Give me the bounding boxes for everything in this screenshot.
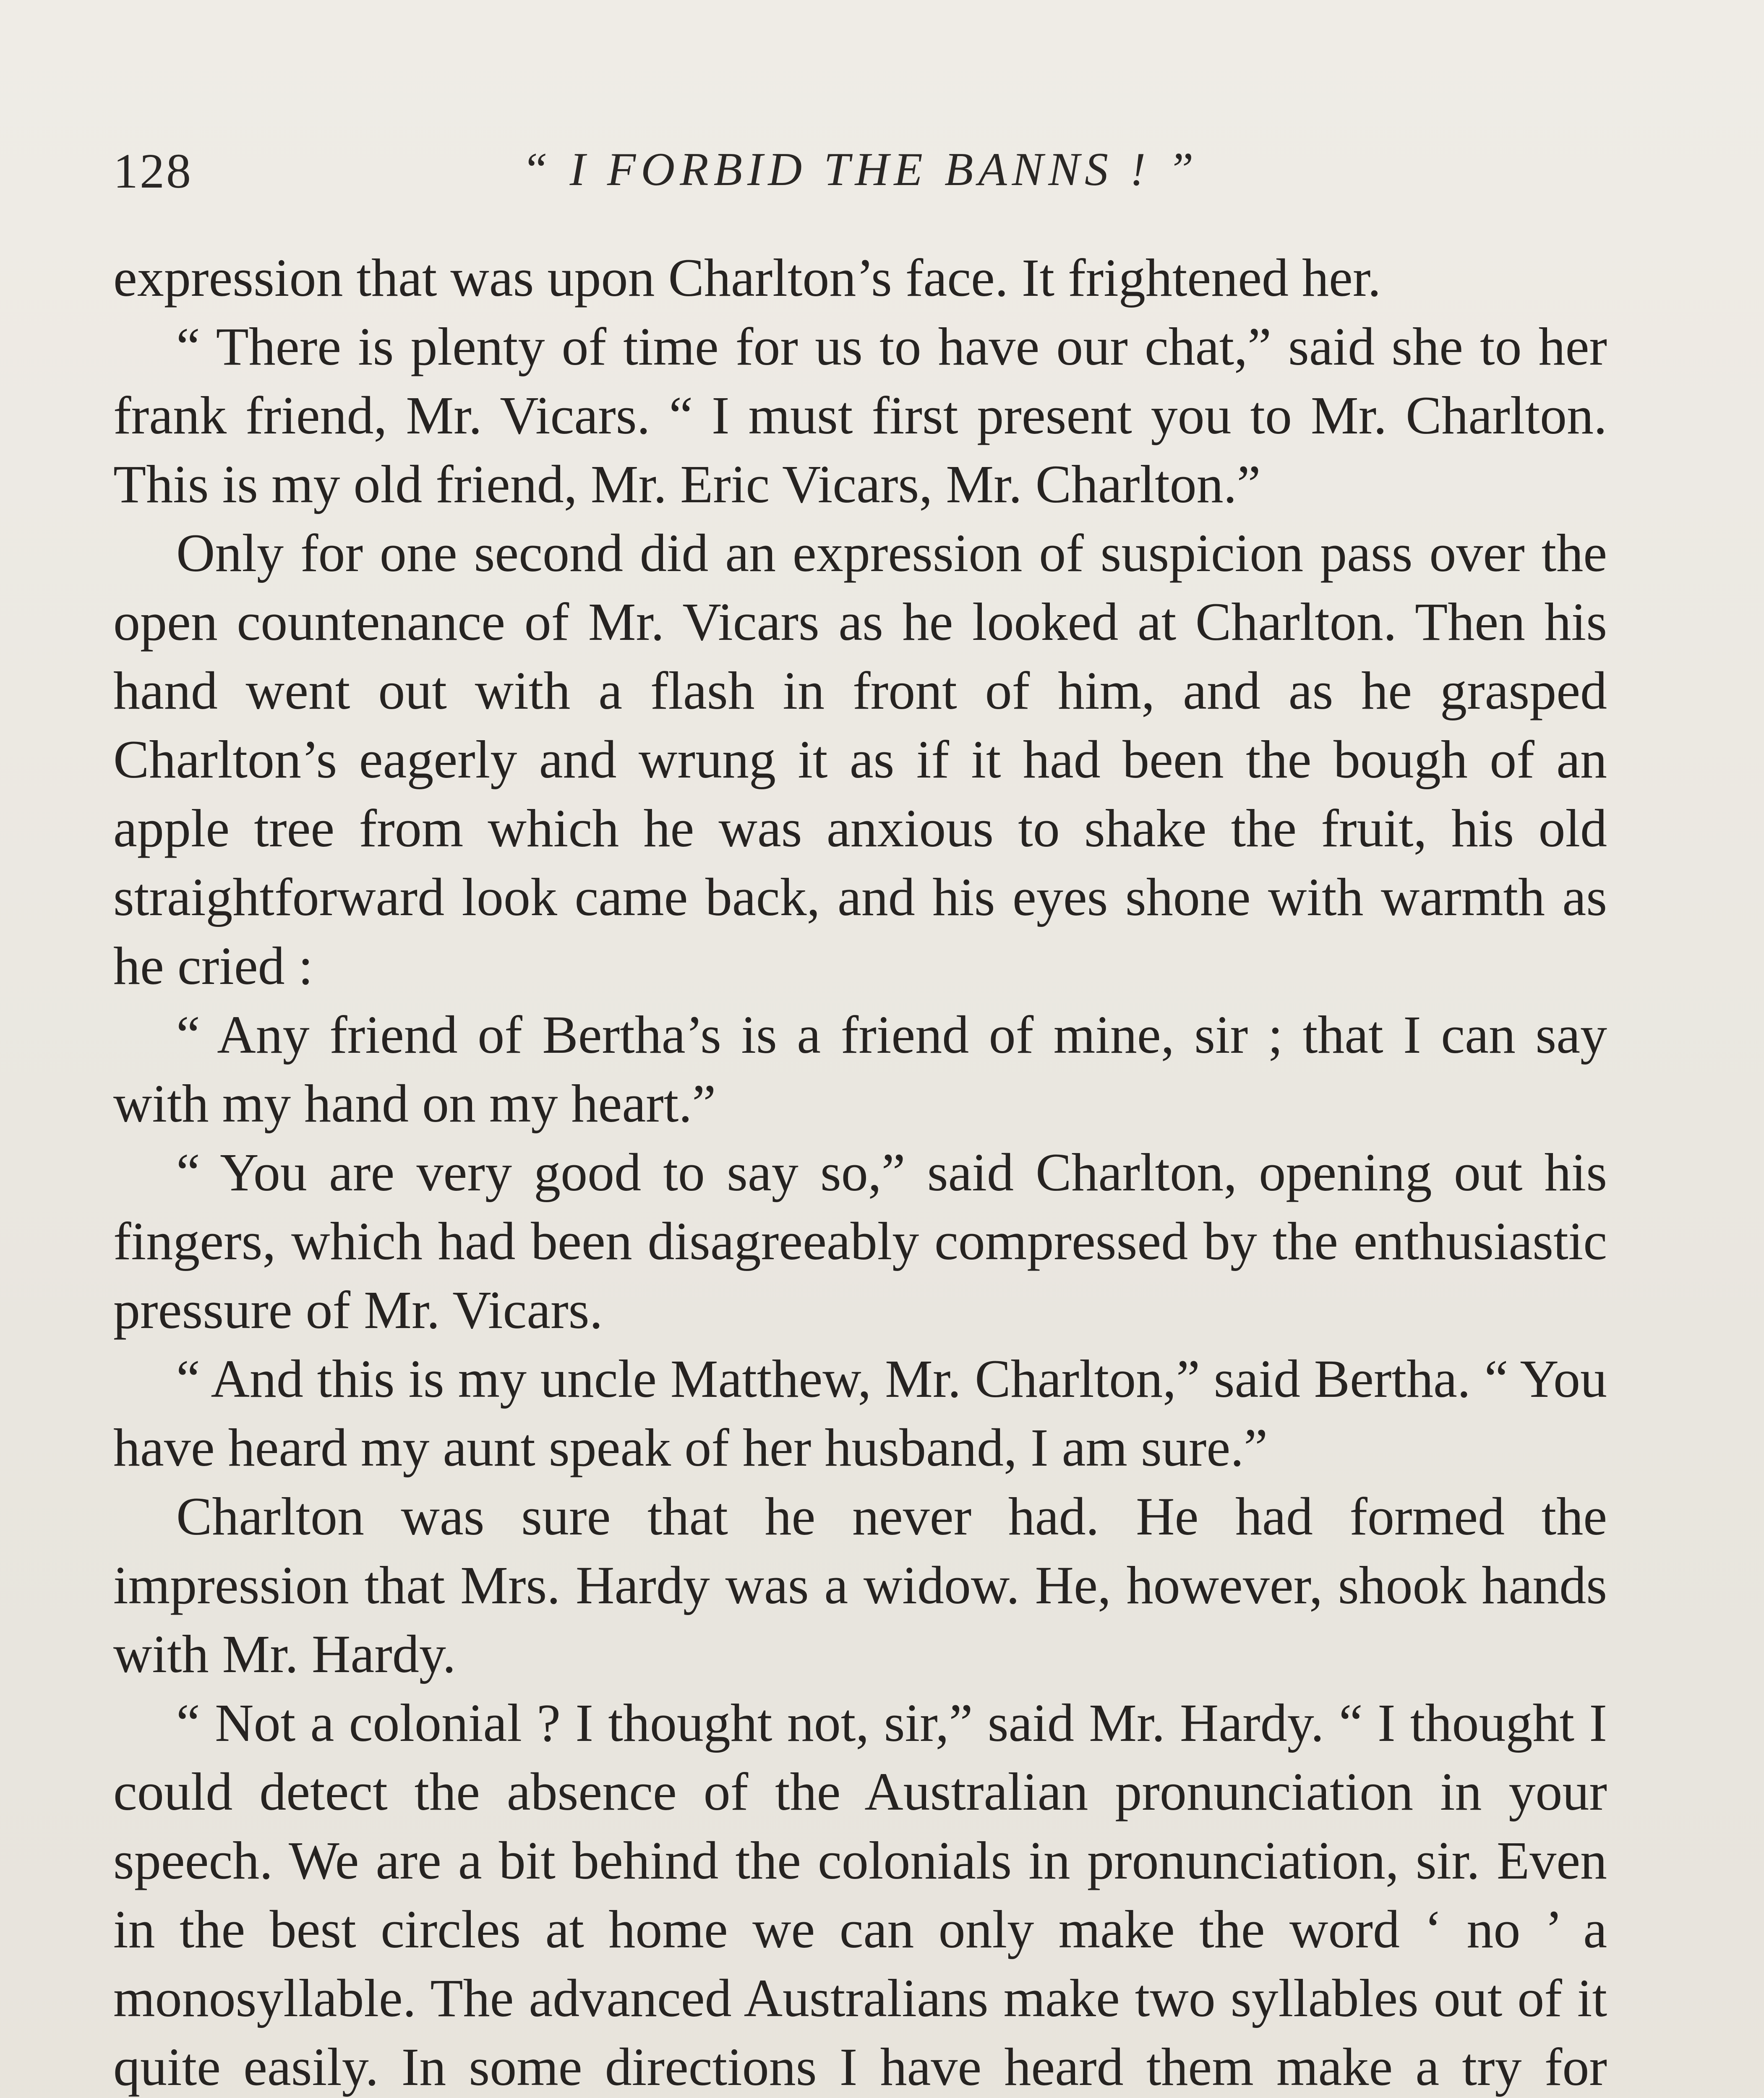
paragraph: “ Not a colonial ? I thought not, sir,” said Mr. Hardy. “ I thought I could detect the absence of the Australian pronunciation in your speech. We are a bit behind the colonials in pronunciation, sir. Even in the best circles at home we can only make the word ‘ no ’ a monosyllable. The advanced Australians make two syllables out of it quite easily. In some directions I have heard them make a try for xyxy=(113,1693,1607,2097)
paragraph: expression that was upon Charlton’s face. It frightened her. xyxy=(113,248,1381,308)
paragraph: Charlton was sure that he never had. He had formed the impression that Mrs. Hardy was a widow. He, however, shook hands with Mr. Hardy. xyxy=(113,1487,1607,1684)
page-number: 128 xyxy=(113,144,193,198)
paragraph: “ Any friend of Bertha’s is a friend of mine, sir ; that I can say with my hand on my heart.” xyxy=(113,1005,1607,1133)
body-text xyxy=(113,243,1607,2098)
paragraph: “ And this is my uncle Matthew, Mr. Charlton,” said Bertha. “ You have heard my aunt speak of her husband, I am sure.” xyxy=(113,1349,1607,1477)
paragraph: Only for one second did an expression of suspicion pass over the open countenance of Mr. Vicars as he looked at Charlton. Then his hand went out with a flash in front of him, and as he grasped Charlton’s eagerly and wrung it as if it had been the bough of an apple tree from which he was anxious to shake the fruit, his old straightforward look came back, and his eyes shone with warmth as he cried : xyxy=(113,523,1607,996)
page-header xyxy=(113,138,1607,222)
paragraph: “ You are very good to say so,” said Charlton, opening out his fingers, which had been disagreeably compressed by the enthusiastic pressure of Mr. Vicars. xyxy=(113,1143,1607,1340)
running-title: “ I FORBID THE BANNS ! ” xyxy=(522,144,1199,196)
paragraph: “ There is plenty of time for us to have our chat,” said she to her frank friend, Mr. Vicars. “ I must first present you to Mr. Charlton. This is my old friend, Mr. Eric Vicars, Mr. Charlton.” xyxy=(113,317,1607,514)
